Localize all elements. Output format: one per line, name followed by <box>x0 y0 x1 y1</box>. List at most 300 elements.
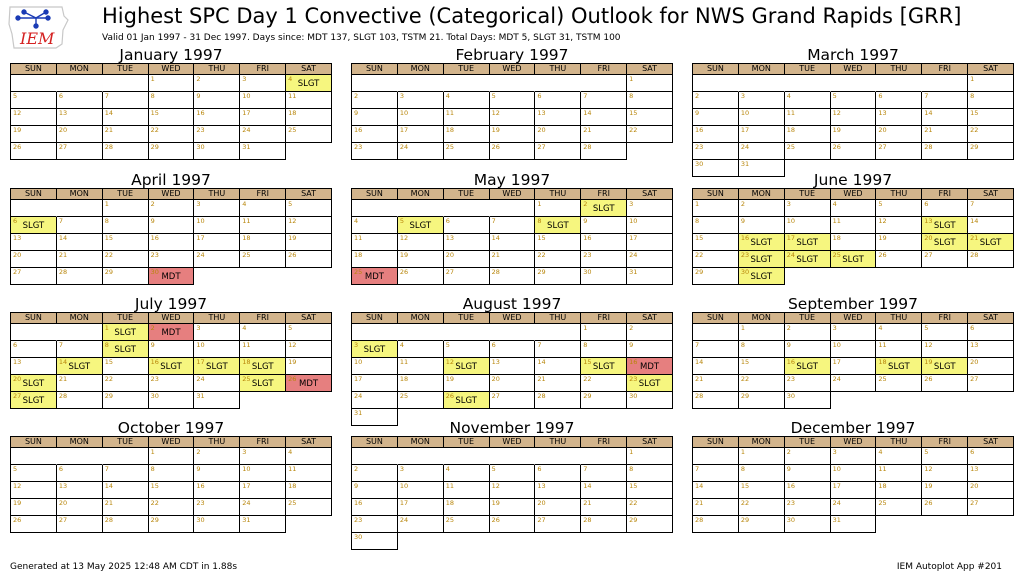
empty-cell <box>57 75 103 92</box>
month-grid <box>351 312 673 426</box>
day-cell <box>627 92 673 109</box>
day-cell <box>352 126 398 143</box>
month-calendar <box>692 420 1014 533</box>
day-cell <box>535 375 581 392</box>
day-number: 28 <box>104 143 113 151</box>
day-cell <box>535 482 581 499</box>
day-number: 6 <box>58 92 63 100</box>
outlook-label: SLGT <box>22 379 45 389</box>
day-cell <box>490 465 536 482</box>
day-cell <box>876 143 922 160</box>
outlook-label: SLGT <box>796 362 818 372</box>
day-number: 31 <box>196 392 205 400</box>
day-number: 12 <box>288 217 297 225</box>
weekday-header: SAT <box>286 313 332 324</box>
day-cell <box>693 499 739 516</box>
day-number: 2 <box>695 92 700 100</box>
empty-cell <box>535 324 581 341</box>
day-cell <box>535 217 581 234</box>
day-number: 8 <box>629 92 634 100</box>
day-number: 8 <box>629 465 634 473</box>
day-cell <box>149 358 195 375</box>
day-number: 22 <box>104 251 113 259</box>
day-number: 21 <box>695 499 704 507</box>
day-cell <box>11 375 57 392</box>
day-number: 3 <box>399 92 404 100</box>
day-number: 6 <box>924 200 929 208</box>
day-cell <box>490 375 536 392</box>
day-number: 5 <box>491 92 496 100</box>
day-number: 4 <box>242 200 247 208</box>
day-cell <box>352 392 398 409</box>
weekday-header: SUN <box>352 313 398 324</box>
day-cell <box>194 234 240 251</box>
day-number: 13 <box>878 109 887 117</box>
day-number: 13 <box>13 234 22 242</box>
day-number: 18 <box>786 126 795 134</box>
day-number: 19 <box>13 499 22 507</box>
day-cell <box>352 341 398 358</box>
day-cell <box>444 217 490 234</box>
day-number: 11 <box>445 109 454 117</box>
day-cell <box>57 126 103 143</box>
day-number: 22 <box>150 499 159 507</box>
month-title: January 1997 <box>119 46 223 64</box>
day-cell <box>831 499 877 516</box>
weekday-header: TUE <box>444 189 490 200</box>
day-cell <box>286 499 332 516</box>
weekday-header: THU <box>194 189 240 200</box>
day-cell <box>876 200 922 217</box>
weekday-header: SAT <box>627 313 673 324</box>
day-cell <box>103 217 149 234</box>
empty-cell <box>535 448 581 465</box>
outlook-label: SLGT <box>409 221 432 231</box>
day-cell <box>103 358 149 375</box>
outlook-label: SLGT <box>750 255 773 265</box>
weekday-header: FRI <box>240 189 286 200</box>
day-cell <box>149 499 195 516</box>
day-number: 6 <box>13 341 18 349</box>
day-cell <box>535 92 581 109</box>
day-number: 8 <box>970 92 975 100</box>
day-number: 18 <box>288 482 297 490</box>
day-cell <box>444 375 490 392</box>
day-number: 23 <box>583 251 592 259</box>
day-number: 19 <box>399 251 409 259</box>
day-number: 21 <box>537 375 546 383</box>
day-number: 17 <box>399 499 409 507</box>
day-cell <box>398 217 444 234</box>
day-number: 11 <box>786 109 795 117</box>
day-number: 3 <box>399 465 404 473</box>
day-number: 14 <box>58 358 68 366</box>
weekday-header: MON <box>739 437 785 448</box>
day-number: 26 <box>832 143 841 151</box>
month-title: November 1997 <box>449 419 575 437</box>
day-cell <box>398 341 444 358</box>
day-cell <box>149 375 195 392</box>
empty-cell <box>922 75 968 92</box>
day-cell <box>149 217 195 234</box>
day-number: 22 <box>740 499 750 507</box>
day-cell <box>103 499 149 516</box>
month-calendar <box>10 172 332 285</box>
day-number: 11 <box>399 358 409 366</box>
day-number: 9 <box>786 465 791 473</box>
day-number: 13 <box>970 465 979 473</box>
day-cell <box>240 200 286 217</box>
day-number: 24 <box>399 516 409 524</box>
day-number: 15 <box>740 482 750 490</box>
day-cell <box>398 143 444 160</box>
day-cell <box>444 465 490 482</box>
day-cell <box>286 358 332 375</box>
day-number: 15 <box>629 482 638 490</box>
day-cell <box>11 251 57 268</box>
day-number: 26 <box>924 375 933 383</box>
day-cell <box>444 126 490 143</box>
day-number: 6 <box>537 465 542 473</box>
day-number: 17 <box>399 126 409 134</box>
day-cell <box>922 499 968 516</box>
day-number: 14 <box>58 234 68 242</box>
day-cell <box>922 324 968 341</box>
day-cell <box>739 375 785 392</box>
day-number: 8 <box>150 92 155 100</box>
day-cell <box>444 482 490 499</box>
day-number: 8 <box>583 341 588 349</box>
day-number: 6 <box>58 465 63 473</box>
day-number: 16 <box>354 499 363 507</box>
day-number: 24 <box>786 251 795 259</box>
day-number: 17 <box>242 109 251 117</box>
day-number: 18 <box>288 109 297 117</box>
day-number: 11 <box>288 92 297 100</box>
weekday-header: MON <box>398 437 444 448</box>
day-number: 20 <box>970 358 979 366</box>
month-title: September 1997 <box>787 295 919 313</box>
day-cell <box>968 482 1014 499</box>
weekday-header: TUE <box>785 64 831 75</box>
day-cell <box>444 516 490 533</box>
day-cell <box>194 143 240 160</box>
day-number: 5 <box>288 324 293 332</box>
day-cell <box>240 465 286 482</box>
day-number: 24 <box>196 375 205 383</box>
day-cell <box>785 200 831 217</box>
day-cell <box>535 126 581 143</box>
day-number: 6 <box>537 92 542 100</box>
day-number: 24 <box>740 143 750 151</box>
weekday-header: WED <box>490 189 536 200</box>
day-number: 21 <box>491 251 500 259</box>
outlook-label: MDT <box>364 272 384 282</box>
day-number: 29 <box>629 516 638 524</box>
day-cell <box>57 217 103 234</box>
day-cell <box>149 92 195 109</box>
day-cell <box>103 375 149 392</box>
day-cell <box>785 516 831 533</box>
day-cell <box>398 358 444 375</box>
day-cell <box>194 324 240 341</box>
day-number: 11 <box>354 234 363 242</box>
weekday-header: SUN <box>11 189 57 200</box>
day-cell <box>581 324 627 341</box>
day-number: 16 <box>786 358 795 366</box>
month-title: December 1997 <box>790 419 916 437</box>
day-cell <box>581 499 627 516</box>
day-number: 26 <box>491 143 500 151</box>
day-number: 30 <box>354 533 363 541</box>
day-cell <box>149 109 195 126</box>
empty-cell <box>398 75 444 92</box>
day-cell <box>535 200 581 217</box>
weekday-header: WED <box>831 64 877 75</box>
day-number: 11 <box>242 217 251 225</box>
weekday-header: WED <box>831 313 877 324</box>
day-cell <box>352 533 398 550</box>
day-number: 24 <box>242 126 251 134</box>
day-number: 1 <box>629 75 634 83</box>
day-cell <box>352 268 398 285</box>
day-number: 26 <box>924 499 933 507</box>
day-number: 22 <box>695 251 704 259</box>
day-cell <box>785 392 831 409</box>
day-cell <box>739 251 785 268</box>
day-number: 21 <box>970 234 979 242</box>
day-cell <box>876 375 922 392</box>
day-cell <box>286 126 332 143</box>
weekday-header: SUN <box>352 437 398 448</box>
day-cell <box>535 268 581 285</box>
day-cell <box>831 324 877 341</box>
day-cell <box>194 92 240 109</box>
day-cell <box>876 358 922 375</box>
day-number: 13 <box>537 482 546 490</box>
day-cell <box>444 251 490 268</box>
day-number: 10 <box>740 109 750 117</box>
day-cell <box>693 392 739 409</box>
empty-cell <box>581 75 627 92</box>
day-cell <box>240 324 286 341</box>
day-cell <box>739 465 785 482</box>
day-number: 5 <box>832 92 837 100</box>
weekday-header: SUN <box>693 437 739 448</box>
day-cell <box>922 251 968 268</box>
day-number: 25 <box>354 268 363 276</box>
day-cell <box>627 75 673 92</box>
day-cell <box>693 92 739 109</box>
day-cell <box>535 234 581 251</box>
day-cell <box>785 341 831 358</box>
day-cell <box>876 341 922 358</box>
day-number: 7 <box>491 217 496 225</box>
day-cell <box>693 482 739 499</box>
outlook-label: SLGT <box>888 362 910 372</box>
weekday-header: WED <box>149 313 195 324</box>
empty-cell <box>57 448 103 465</box>
day-cell <box>739 392 785 409</box>
weekday-header: THU <box>876 313 922 324</box>
day-number: 24 <box>629 251 638 259</box>
month-calendar <box>10 47 332 160</box>
outlook-label: SLGT <box>297 79 320 89</box>
outlook-label: SLGT <box>933 221 956 231</box>
day-number: 21 <box>924 126 933 134</box>
day-cell <box>398 482 444 499</box>
day-cell <box>922 448 968 465</box>
day-number: 5 <box>13 92 18 100</box>
day-cell <box>490 143 536 160</box>
day-cell <box>286 324 332 341</box>
day-cell <box>352 375 398 392</box>
day-cell <box>444 358 490 375</box>
day-number: 25 <box>399 392 409 400</box>
day-number: 19 <box>924 358 933 366</box>
day-number: 15 <box>970 109 979 117</box>
day-number: 22 <box>629 499 638 507</box>
weekday-header: MON <box>739 189 785 200</box>
day-cell <box>876 482 922 499</box>
day-cell <box>240 75 286 92</box>
day-number: 17 <box>786 234 795 242</box>
day-number: 16 <box>583 234 592 242</box>
empty-cell <box>693 75 739 92</box>
day-cell <box>149 251 195 268</box>
weekday-header: WED <box>490 437 536 448</box>
day-cell <box>149 143 195 160</box>
weekday-header: MON <box>739 64 785 75</box>
day-number: 27 <box>970 375 979 383</box>
day-cell <box>739 234 785 251</box>
day-number: 30 <box>196 516 205 524</box>
outlook-label: SLGT <box>206 362 228 372</box>
day-cell <box>490 516 536 533</box>
month-calendar <box>692 172 1014 285</box>
day-number: 25 <box>242 375 251 383</box>
day-cell <box>922 200 968 217</box>
day-number: 18 <box>878 358 887 366</box>
day-number: 13 <box>58 482 68 490</box>
day-number: 1 <box>629 448 634 456</box>
day-cell <box>57 392 103 409</box>
empty-cell <box>352 200 398 217</box>
day-cell <box>57 375 103 392</box>
day-number: 10 <box>196 217 205 225</box>
empty-cell <box>444 324 490 341</box>
day-cell <box>149 324 195 341</box>
month-grid <box>351 188 673 285</box>
day-number: 15 <box>740 358 750 366</box>
day-cell <box>831 516 877 533</box>
outlook-label: SLGT <box>933 238 956 248</box>
day-cell <box>11 465 57 482</box>
day-number: 27 <box>445 268 454 276</box>
day-number: 4 <box>288 75 293 83</box>
day-cell <box>627 392 673 409</box>
weekday-header: TUE <box>444 437 490 448</box>
day-cell <box>785 109 831 126</box>
day-number: 17 <box>242 482 251 490</box>
day-number: 8 <box>695 217 700 225</box>
day-cell <box>693 234 739 251</box>
day-number: 5 <box>445 341 450 349</box>
day-number: 27 <box>491 392 500 400</box>
day-number: 4 <box>354 217 359 225</box>
weekday-header: FRI <box>240 64 286 75</box>
weekday-header: SAT <box>968 437 1014 448</box>
day-number: 13 <box>13 358 22 366</box>
day-number: 22 <box>740 375 750 383</box>
day-cell <box>57 251 103 268</box>
day-cell <box>11 234 57 251</box>
day-cell <box>103 109 149 126</box>
day-cell <box>103 324 149 341</box>
day-cell <box>785 92 831 109</box>
day-cell <box>785 126 831 143</box>
day-number: 7 <box>970 200 975 208</box>
day-cell <box>240 234 286 251</box>
weekday-header: TUE <box>785 189 831 200</box>
day-number: 4 <box>878 448 883 456</box>
day-number: 24 <box>832 375 841 383</box>
day-cell <box>11 268 57 285</box>
outlook-label: SLGT <box>160 362 182 372</box>
month-title: May 1997 <box>473 171 551 189</box>
outlook-label: SLGT <box>363 345 386 355</box>
weekday-header: THU <box>194 437 240 448</box>
day-number: 9 <box>150 217 155 225</box>
day-number: 21 <box>583 126 592 134</box>
weekday-header: WED <box>831 437 877 448</box>
day-number: 31 <box>629 268 638 276</box>
day-cell <box>785 251 831 268</box>
day-cell <box>581 341 627 358</box>
day-cell <box>352 465 398 482</box>
day-cell <box>352 516 398 533</box>
day-cell <box>444 268 490 285</box>
day-cell <box>876 251 922 268</box>
day-number: 3 <box>196 324 201 332</box>
day-cell <box>286 465 332 482</box>
day-cell <box>490 251 536 268</box>
day-number: 1 <box>740 448 745 456</box>
day-number: 1 <box>150 448 155 456</box>
day-cell <box>194 341 240 358</box>
day-cell <box>490 92 536 109</box>
day-number: 3 <box>354 341 359 349</box>
day-number: 23 <box>150 375 159 383</box>
day-cell <box>535 143 581 160</box>
weekday-header: TUE <box>103 64 149 75</box>
month-calendar <box>351 47 673 160</box>
month-grid <box>692 436 1014 533</box>
weekday-header: FRI <box>922 189 968 200</box>
day-number: 16 <box>740 234 750 242</box>
day-number: 29 <box>537 268 546 276</box>
month-grid <box>351 63 673 160</box>
day-number: 27 <box>58 143 68 151</box>
day-cell <box>693 516 739 533</box>
day-cell <box>876 465 922 482</box>
day-cell <box>286 341 332 358</box>
day-number: 19 <box>491 499 500 507</box>
day-number: 10 <box>399 109 409 117</box>
day-number: 12 <box>13 109 22 117</box>
app-credit: IEM Autoplot App #201 <box>896 562 1002 572</box>
day-cell <box>398 251 444 268</box>
